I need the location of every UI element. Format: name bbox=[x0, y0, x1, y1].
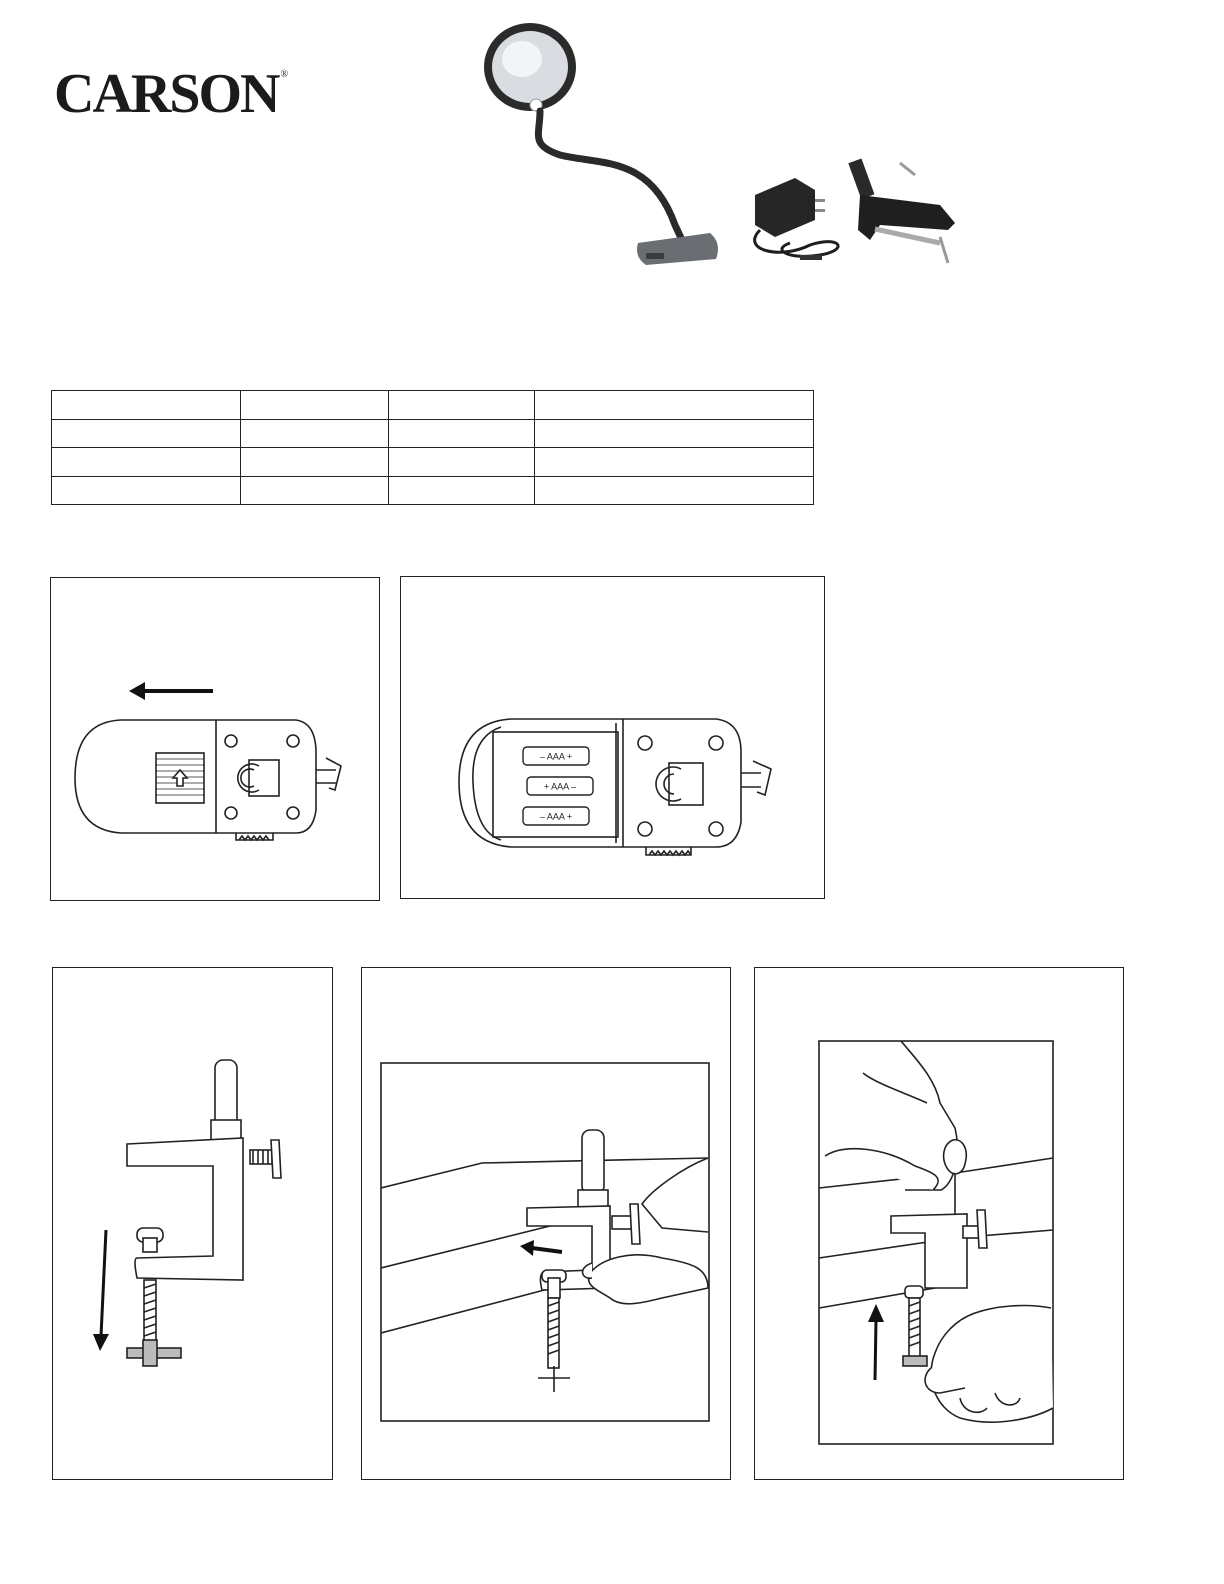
battery-label: + AAA – bbox=[543, 781, 577, 792]
battery-label: – AAA + bbox=[539, 751, 573, 762]
battery-aaa-2 bbox=[527, 777, 593, 795]
battery-door-figure bbox=[50, 577, 380, 901]
table-cell bbox=[240, 391, 388, 420]
down-arrow-icon bbox=[93, 1230, 109, 1351]
left-arrow-icon bbox=[129, 682, 213, 700]
table-cell bbox=[535, 448, 814, 477]
inset-frame bbox=[381, 1063, 709, 1421]
open-battery-compartment bbox=[459, 719, 771, 855]
carson-logo bbox=[54, 63, 287, 125]
brand-name: CARSON bbox=[54, 63, 279, 125]
table-cell bbox=[388, 448, 535, 477]
lamp-base-bottom-view bbox=[75, 720, 341, 840]
table-cell bbox=[52, 448, 241, 477]
table-row bbox=[52, 391, 814, 420]
battery-aaa-1 bbox=[523, 747, 589, 765]
clamp-tighten-figure bbox=[754, 967, 1124, 1480]
battery-aaa-3 bbox=[523, 807, 589, 825]
clamp-loosen-figure bbox=[52, 967, 333, 1480]
table-cell bbox=[52, 476, 241, 505]
table-cell bbox=[535, 391, 814, 420]
clamp-attach-figure bbox=[361, 967, 731, 1480]
table-cell bbox=[388, 476, 535, 505]
table-cell bbox=[240, 419, 388, 448]
ac-adapter-icon bbox=[755, 178, 838, 260]
table-clamp-icon bbox=[127, 1060, 281, 1366]
spec-table bbox=[51, 390, 814, 505]
battery-compartment-figure bbox=[400, 576, 825, 899]
table-cell bbox=[52, 391, 241, 420]
table-cell bbox=[240, 448, 388, 477]
registered-mark: ® bbox=[280, 69, 287, 80]
table-cell bbox=[240, 476, 388, 505]
table-row bbox=[52, 448, 814, 477]
magnifier-lamp-icon bbox=[484, 23, 718, 265]
table-cell bbox=[535, 419, 814, 448]
product-photo bbox=[470, 15, 990, 285]
battery-label: – AAA + bbox=[539, 811, 573, 822]
table-cell bbox=[388, 391, 535, 420]
table-cell bbox=[388, 419, 535, 448]
table-row bbox=[52, 419, 814, 448]
table-clamp-icon bbox=[848, 159, 955, 263]
table-cell bbox=[535, 476, 814, 505]
table-row bbox=[52, 476, 814, 505]
table-cell bbox=[52, 419, 241, 448]
